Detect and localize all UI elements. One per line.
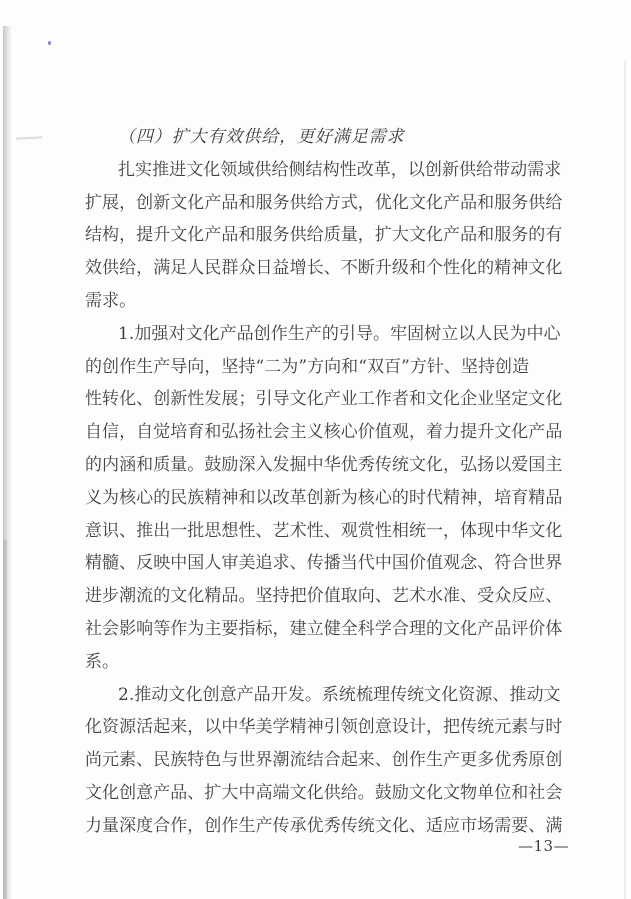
text-line: 扩展，创新文化产品和服务供给方式，优化文化产品和服务供给 (85, 192, 563, 213)
text-line: 扎实推进文化领域供给侧结构性改革，以创新供给带动需求 (118, 159, 562, 180)
text-line: 社会影响等作为主要指标，建立健全科学合理的文化产品评价体 (85, 618, 563, 639)
text-line: 性转化、创新性发展；引导文化产业工作者和文化企业坚定文化 (85, 389, 563, 410)
text-line: 文化创意产品、扩大中高端文化供给。鼓励文化文物单位和社会 (85, 782, 563, 803)
text-line: 结构，提升文化产品和服务供给质量，扩大文化产品和服务的有 (85, 225, 563, 246)
scan-smudge (16, 136, 42, 139)
page-number: —13— (518, 837, 570, 855)
text-line: 1.加强对文化产品创作生产的引导。牢固树立以人民为中心 (118, 323, 561, 344)
text-line: 精髓、反映中国人审美追求、传播当代中国价值观念、符合世界 (85, 553, 563, 574)
text-line: 进步潮流的文化精品。坚持把价值取向、艺术水准、受众反应、 (85, 586, 563, 607)
text-line: 的创作生产导向，坚持“二为”方向和“双百”方针、坚持创造 (85, 356, 530, 377)
text-line: 力量深度合作，创作生产传承优秀传统文化、适应市场需要、满 (85, 815, 563, 836)
ink-speck (48, 41, 51, 45)
text-line: 系。 (85, 651, 120, 672)
text-line: 化资源活起来，以中华美学精神引领创意设计，把传统元素与时 (85, 717, 563, 738)
text-line: 需求。 (85, 290, 137, 311)
text-line: 自信，自觉培育和弘扬社会主义核心价值观，着力提升文化产品 (85, 422, 563, 443)
text-line: 2.推动文化创意产品开发。系统梳理传统文化资源、推动文 (118, 684, 561, 705)
text-line: 义为核心的民族精神和以改革创新为核心的时代精神，培育精品 (85, 487, 563, 508)
text-line: 意识、推出一批思想性、艺术性、观赏性相统一，体现中华文化 (85, 520, 563, 541)
section-heading: （四）扩大有效供给，更好满足需求 (118, 127, 405, 147)
document-body (85, 121, 563, 843)
text-line: 效供给，满足人民群众日益增长、不断升级和个性化的精神文化 (85, 258, 563, 279)
scan-right-edge-line (624, 60, 626, 899)
text-line: 尚元素、民族特色与世界潮流结合起来、创作生产更多优秀原创 (85, 750, 563, 771)
text-line: 的内涵和质量。鼓励深入发掘中华优秀传统文化，弘扬以爱国主 (85, 454, 563, 475)
scanner-edge-shadow-lower (3, 540, 7, 899)
